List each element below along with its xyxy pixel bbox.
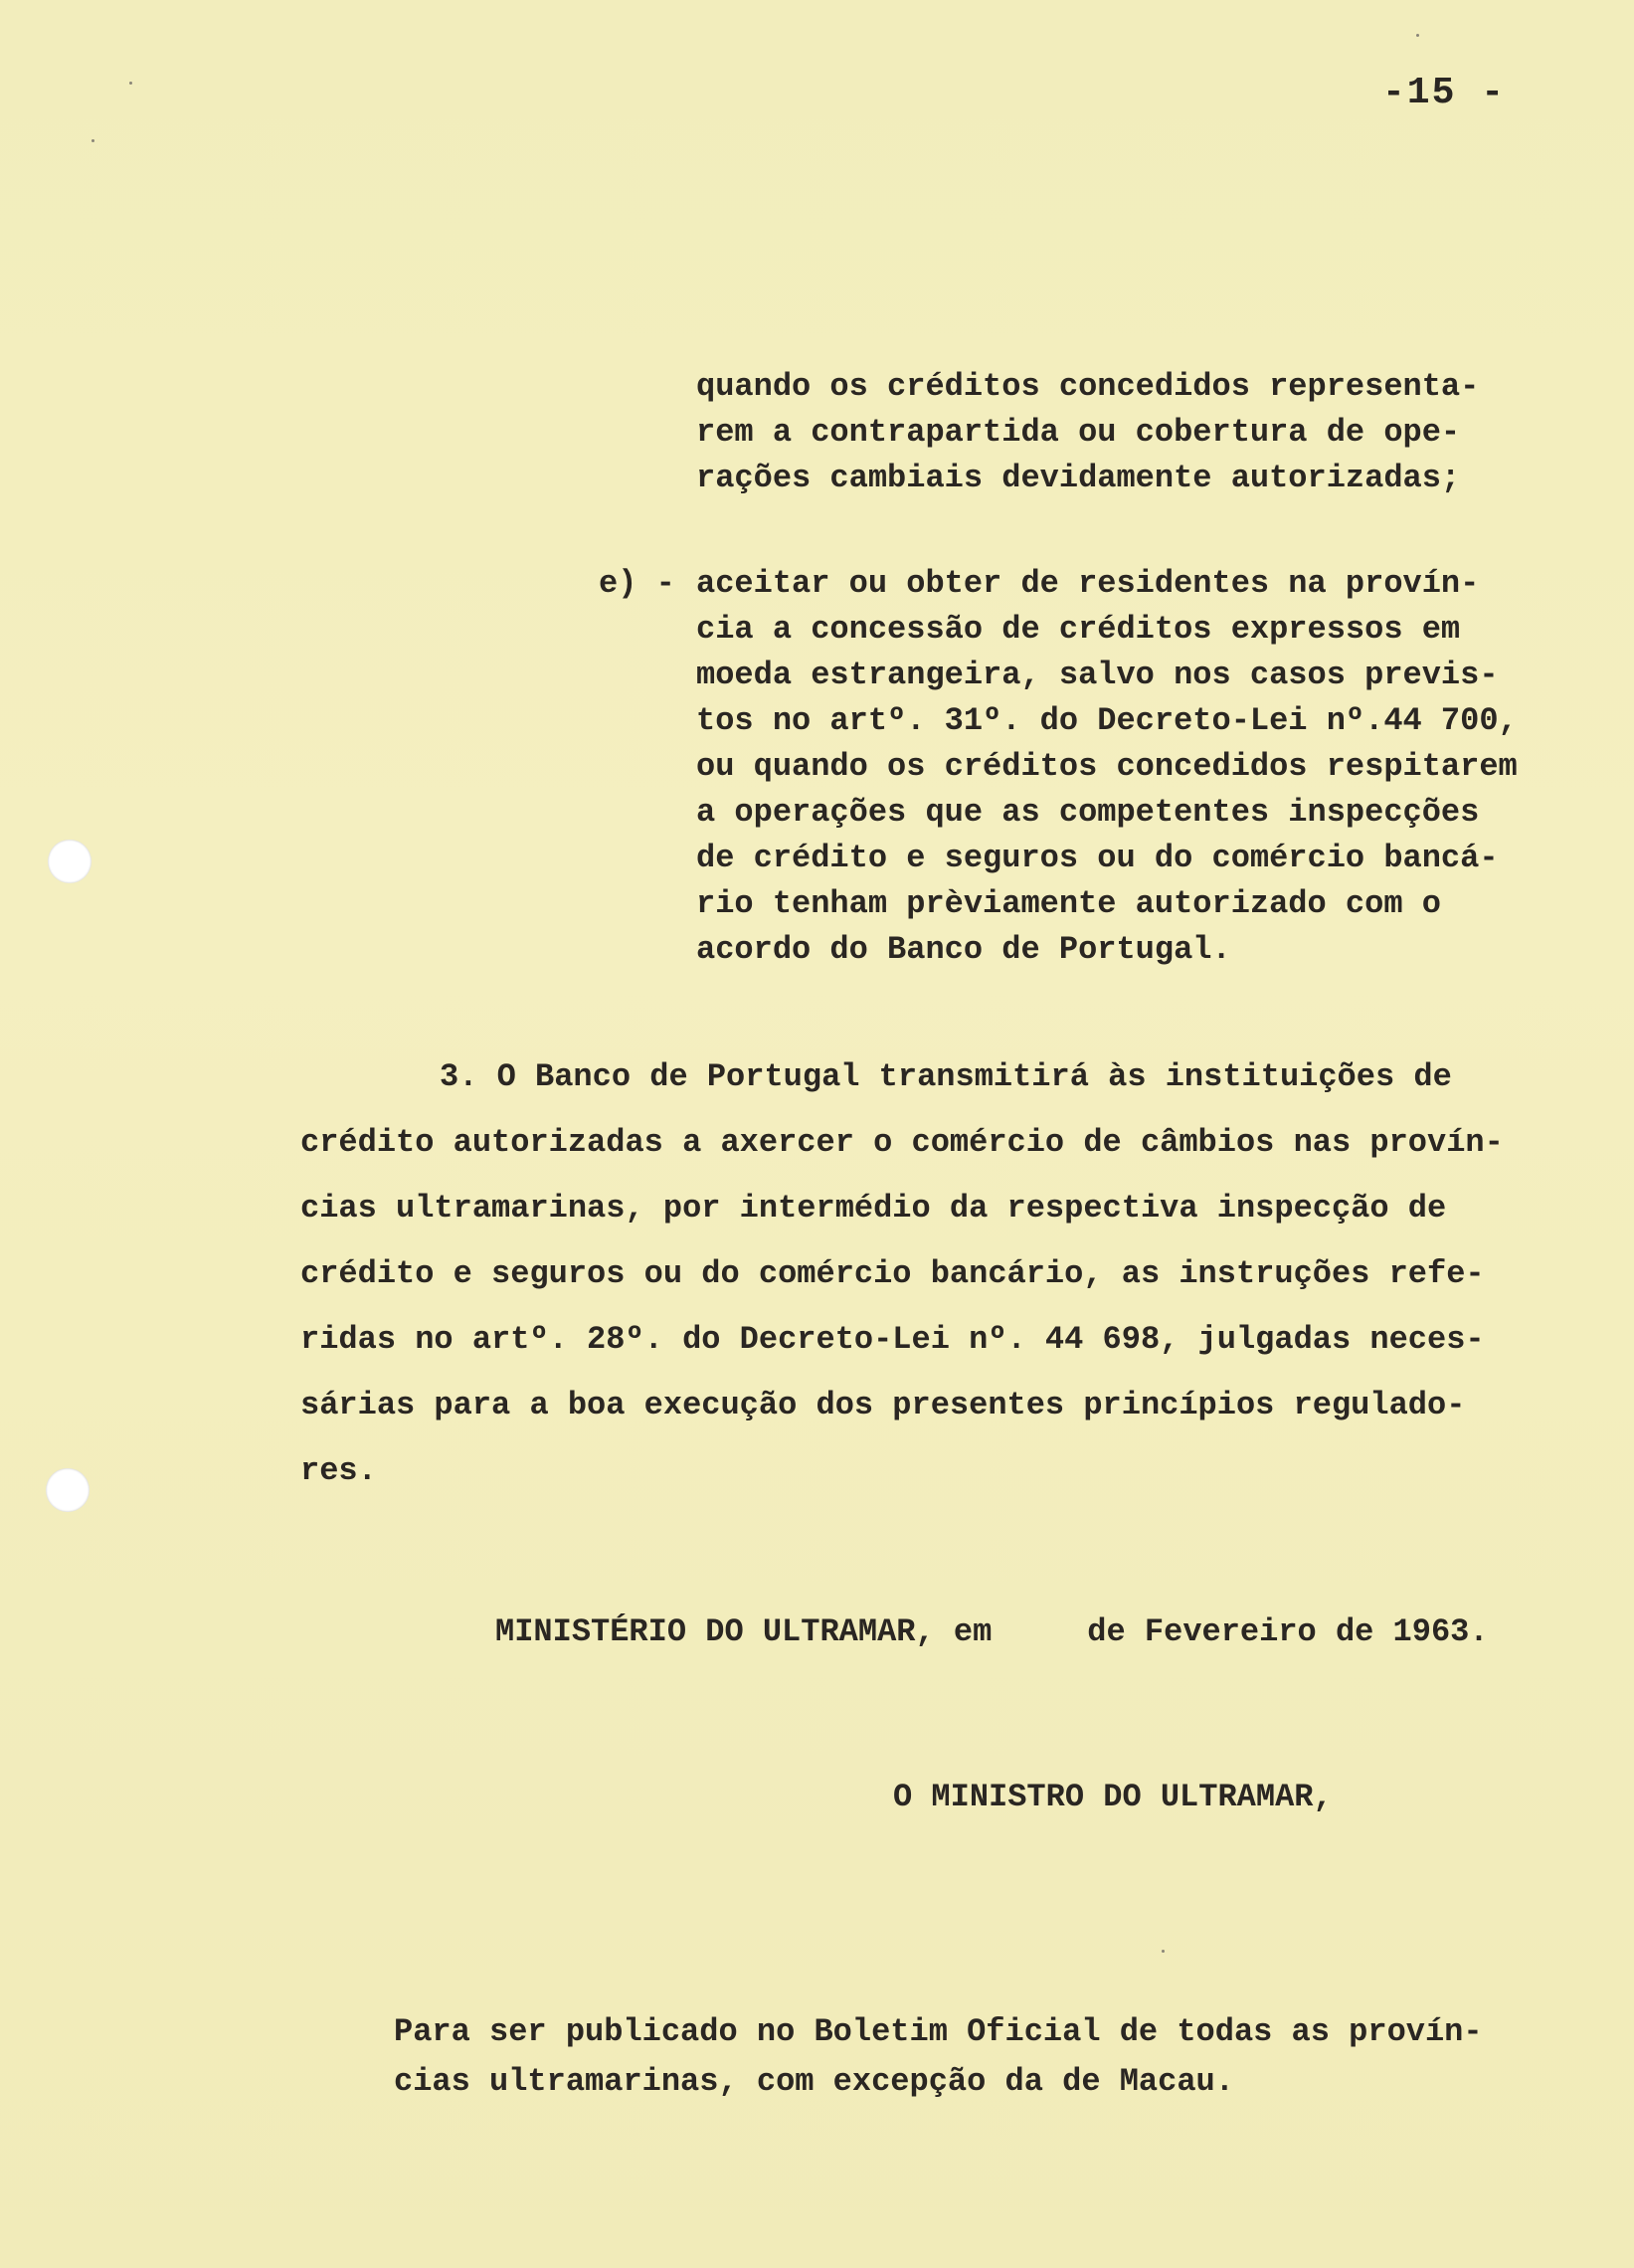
punch-hole-top <box>48 840 91 883</box>
text-line: a operações que as competentes inspecções <box>696 794 1480 831</box>
text-line: rações cambiais devidamente autorizadas; <box>696 460 1461 496</box>
text-line: ridas no artº. 28º. do Decreto-Lei nº. 44 698, julgadas neces- <box>300 1321 1485 1358</box>
text-line: rio tenham prèviamente autorizado com o <box>696 885 1441 922</box>
text-line: cias ultramarinas, com excepção da de Macau. <box>394 2063 1234 2100</box>
item-e-label: e) - <box>599 565 675 602</box>
text-line: Para ser publicado no Boletim Oficial de todas as provín- <box>394 2013 1483 2050</box>
punch-hole-bottom <box>46 1468 90 1512</box>
text-line: aceitar ou obter de residentes na provín- <box>696 565 1480 602</box>
publication-note <box>394 2007 1483 2107</box>
text-line: crédito e seguros ou do comércio bancário, as instruções refe- <box>300 1255 1485 1292</box>
paragraph-3 <box>300 1044 1504 1504</box>
dateline: MINISTÉRIO DO ULTRAMAR, em de Fevereiro de 1963. <box>495 1613 1489 1650</box>
text-line: res. <box>300 1452 377 1489</box>
text-line: rem a contrapartida ou cobertura de ope- <box>696 414 1461 451</box>
page-number: -15 - <box>1382 72 1507 114</box>
paper-speck <box>1416 34 1419 37</box>
text-line: cia a concessão de créditos expressos em <box>696 611 1461 648</box>
signature-title: O MINISTRO DO ULTRAMAR, <box>893 1779 1333 1815</box>
paper-speck <box>129 82 132 85</box>
text-line: moeda estrangeira, salvo nos casos previs- <box>696 657 1499 693</box>
item-e-text <box>696 561 1518 973</box>
text-line: 3. O Banco de Portugal transmitirá às instituições de <box>440 1058 1452 1095</box>
paper-speck <box>1162 1950 1165 1953</box>
text-line: crédito autorizadas a axercer o comércio de câmbios nas provín- <box>300 1124 1504 1161</box>
text-line: acordo do Banco de Portugal. <box>696 931 1231 968</box>
text-line: tos no artº. 31º. do Decreto-Lei nº.44 700, <box>696 702 1518 739</box>
text-line: ou quando os créditos concedidos respitarem <box>696 748 1518 785</box>
text-line: quando os créditos concedidos representa- <box>696 368 1480 405</box>
continuation-text <box>696 364 1479 501</box>
text-line: cias ultramarinas, por intermédio da respectiva inspecção de <box>300 1190 1447 1227</box>
text-line: sárias para a boa execução dos presentes princípios regulado- <box>300 1387 1466 1423</box>
paper-speck <box>91 139 94 142</box>
text-line: de crédito e seguros ou do comércio bancá- <box>696 840 1499 876</box>
